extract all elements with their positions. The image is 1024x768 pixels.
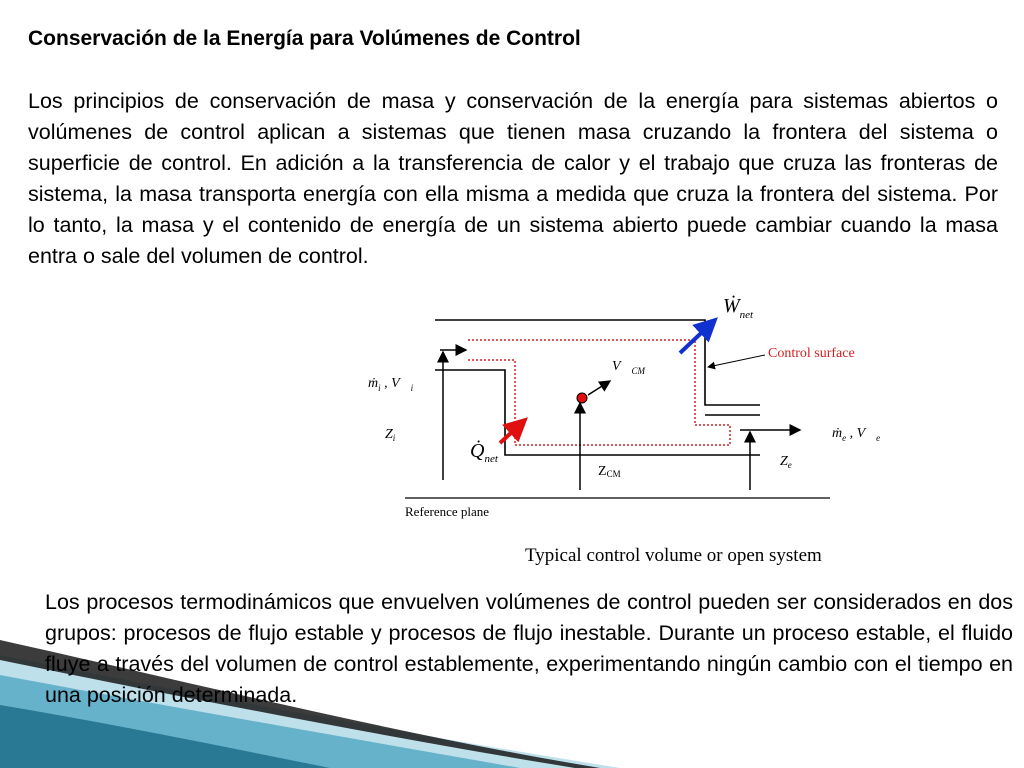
zi-label: $Z_i$ xyxy=(385,427,396,443)
w-net-label: Ẇ$_{net}$ xyxy=(723,295,754,321)
vcm-arrow xyxy=(588,381,610,395)
v-cm-label: $V⃗_{CM}$ xyxy=(612,359,645,376)
reference-plane-label: Reference plane xyxy=(405,504,490,519)
control-surface-label: Control surface xyxy=(768,346,855,361)
control-volume-diagram xyxy=(360,285,900,575)
control-surface-boundary xyxy=(468,340,730,445)
inlet-label: ṁ$_i$ , $V⃗_i$ xyxy=(368,376,414,393)
slide-title: Conservación de la Energía para Volúmenes de Control xyxy=(28,27,581,50)
zcm-label: ZCM xyxy=(598,464,621,479)
control-surface-pointer-arrow xyxy=(708,355,765,367)
center-of-mass-dot xyxy=(577,393,587,403)
diagram-caption: Typical control volume or open system xyxy=(525,545,822,566)
outlet-label: ṁ$_e$ , $V⃗_e$ xyxy=(832,426,881,443)
work-transfer-arrow xyxy=(680,320,715,353)
heat-transfer-arrow xyxy=(500,420,525,443)
intro-paragraph: Los principios de conservación de masa y conservación de la energía para sistemas abiertos o volúmenes de control aplican a sistemas que tienen masa cruzando la frontera del sistema o superficie de control. En adición a la transferencia de calor y el trabajo que cruza las fronteras de sistema, la masa transporta energía con ella misma a medida que cruza la frontera del sistema. Por lo tanto, la masa y el contenido de energía de un sistema abierto puede cambiar cuando la masa entra o sale del volumen de control. xyxy=(28,89,998,268)
ze-label: $Z_e$ xyxy=(780,454,792,470)
steady-flow-paragraph: Los procesos termodinámicos que envuelven volúmenes de control pueden ser considerados en dos grupos: procesos de flujo estable y procesos de flujo inestable. Durante un proceso estable, el fluido fluye a través del volumen de control establemente, experimentando ningún cambio con el tiempo en una posición determinada. xyxy=(45,590,1013,707)
q-net-label: $Q̇_{net}$ xyxy=(470,440,498,465)
